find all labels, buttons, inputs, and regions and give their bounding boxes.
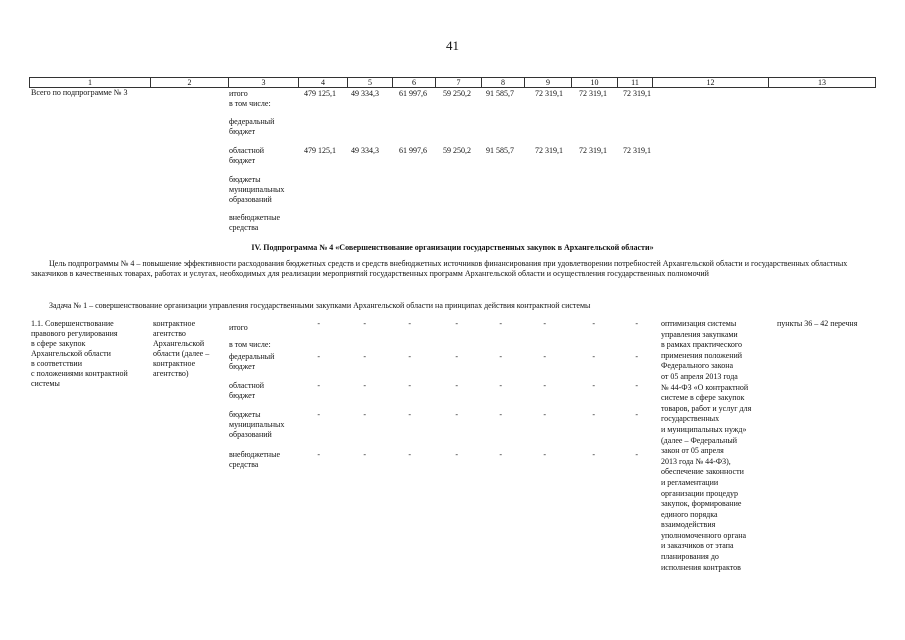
column-header: 9 — [525, 78, 572, 87]
value-cell: 72 319,1 — [623, 89, 651, 98]
value-cell: - — [499, 381, 502, 390]
value-cell: - — [317, 381, 320, 390]
value-cell: - — [543, 352, 546, 361]
value-cell: 49 334,3 — [351, 146, 379, 155]
value-cell: - — [317, 450, 320, 459]
task-paragraph: Задача № 1 – совершенствование организации управления государственными закупками Архангельской области на принципах действия контрактной системы — [49, 301, 591, 310]
value-cell: 61 997,6 — [399, 146, 427, 155]
funding-source: федеральный бюджет — [229, 352, 275, 371]
column-header: 12 — [653, 78, 769, 87]
value-cell: - — [363, 410, 366, 419]
column-header: 4 — [299, 78, 348, 87]
funding-source: областной бюджет — [229, 146, 265, 165]
funding-source: федеральный бюджет — [229, 117, 275, 136]
value-cell: - — [363, 352, 366, 361]
measure-reference: пункты 36 – 42 перечня — [777, 319, 858, 328]
value-cell: 59 250,2 — [443, 89, 471, 98]
value-cell: 72 319,1 — [579, 146, 607, 155]
value-cell: - — [408, 381, 411, 390]
value-cell: - — [592, 319, 595, 328]
value-cell: - — [635, 381, 638, 390]
column-header: 11 — [618, 78, 653, 87]
subprogram-total-label: Всего по подпрограмме № 3 — [31, 88, 128, 97]
funding-source: внебюджетные средства — [229, 213, 280, 232]
value-cell: - — [363, 450, 366, 459]
value-cell: - — [592, 381, 595, 390]
value-cell: - — [592, 450, 595, 459]
page-number: 41 — [446, 38, 459, 53]
column-header: 6 — [393, 78, 436, 87]
goal-paragraph: Цель подпрограммы № 4 – повышение эффективности расходования бюджетных средств и средств внебюджетных источников финансирования при удовлетворении потребностей Архангельской области и государственных областных заказчиков в качественных товарах, работах и услугах, необходимых для реализации мероприятий государственных программ Архангельской области и осуществления государственных полномочий — [31, 259, 848, 278]
value-cell: - — [499, 450, 502, 459]
value-cell: - — [499, 319, 502, 328]
column-header: 2 — [151, 78, 229, 87]
section-title: IV. Подпрограмма № 4 «Совершенствование организации государственных закупок в Архангельской области» — [251, 243, 654, 252]
column-header: 5 — [348, 78, 393, 87]
column-header-row — [29, 77, 876, 88]
value-cell: - — [592, 410, 595, 419]
value-cell: - — [363, 381, 366, 390]
value-cell: - — [317, 410, 320, 419]
value-cell: - — [363, 319, 366, 328]
value-cell: 49 334,3 — [351, 89, 379, 98]
funding-source: итого в том числе: — [229, 89, 271, 108]
column-header: 10 — [572, 78, 618, 87]
funding-source: итого в том числе: — [229, 323, 271, 349]
value-cell: - — [455, 410, 458, 419]
value-cell: - — [317, 319, 320, 328]
value-cell: - — [408, 352, 411, 361]
value-cell: 72 319,1 — [579, 89, 607, 98]
funding-source: областной бюджет — [229, 381, 265, 400]
value-cell: - — [408, 450, 411, 459]
value-cell: - — [455, 381, 458, 390]
value-cell: - — [543, 381, 546, 390]
column-header: 8 — [482, 78, 525, 87]
value-cell: - — [408, 410, 411, 419]
value-cell: 479 125,1 — [304, 89, 336, 98]
column-header: 3 — [229, 78, 299, 87]
value-cell: - — [635, 319, 638, 328]
column-header: 13 — [769, 78, 876, 87]
value-cell: - — [455, 319, 458, 328]
column-header: 1 — [30, 78, 151, 87]
value-cell: 72 319,1 — [535, 146, 563, 155]
funding-source: внебюджетные средства — [229, 450, 280, 469]
value-cell: - — [499, 410, 502, 419]
value-cell: 61 997,6 — [399, 89, 427, 98]
value-cell: - — [635, 352, 638, 361]
value-cell: - — [408, 319, 411, 328]
value-cell: 72 319,1 — [623, 146, 651, 155]
value-cell: - — [635, 410, 638, 419]
value-cell: 91 585,7 — [486, 146, 514, 155]
value-cell: 59 250,2 — [443, 146, 471, 155]
value-cell: - — [499, 352, 502, 361]
value-cell: - — [635, 450, 638, 459]
measure-name: 1.1. Совершенствование правового регулирования в сфере закупок Архангельской области в соответствии с положениями контрактной системы — [31, 319, 128, 388]
value-cell: 479 125,1 — [304, 146, 336, 155]
funding-source: бюджеты муниципальных образований — [229, 175, 285, 204]
value-cell: - — [543, 319, 546, 328]
value-cell: - — [455, 352, 458, 361]
column-header: 7 — [436, 78, 482, 87]
value-cell: - — [543, 450, 546, 459]
value-cell: 91 585,7 — [486, 89, 514, 98]
measure-executor: контрактное агентство Архангельской области (далее – контрактное агентство) — [153, 319, 210, 378]
funding-source: бюджеты муниципальных образований — [229, 410, 285, 439]
value-cell: - — [455, 450, 458, 459]
measure-result: оптимизация системы управления закупками в рамках практического применения положений Федерального закона от 05 апреля 2013 года № 44-ФЗ «О контрактной системе в сфере закупок товаров, работ и услуг для государственных и муниципальных нужд» (далее – Федеральный закон от 05 апреля 2013 года № 44-ФЗ), обеспечение законности и регламентации организации процедур закупок, формирование единого порядка взаимодействия уполномоченного органа и заказчиков от этапа планирования до исполнения контрактов — [661, 319, 752, 572]
value-cell: - — [317, 352, 320, 361]
value-cell: - — [543, 410, 546, 419]
value-cell: 72 319,1 — [535, 89, 563, 98]
value-cell: - — [592, 352, 595, 361]
